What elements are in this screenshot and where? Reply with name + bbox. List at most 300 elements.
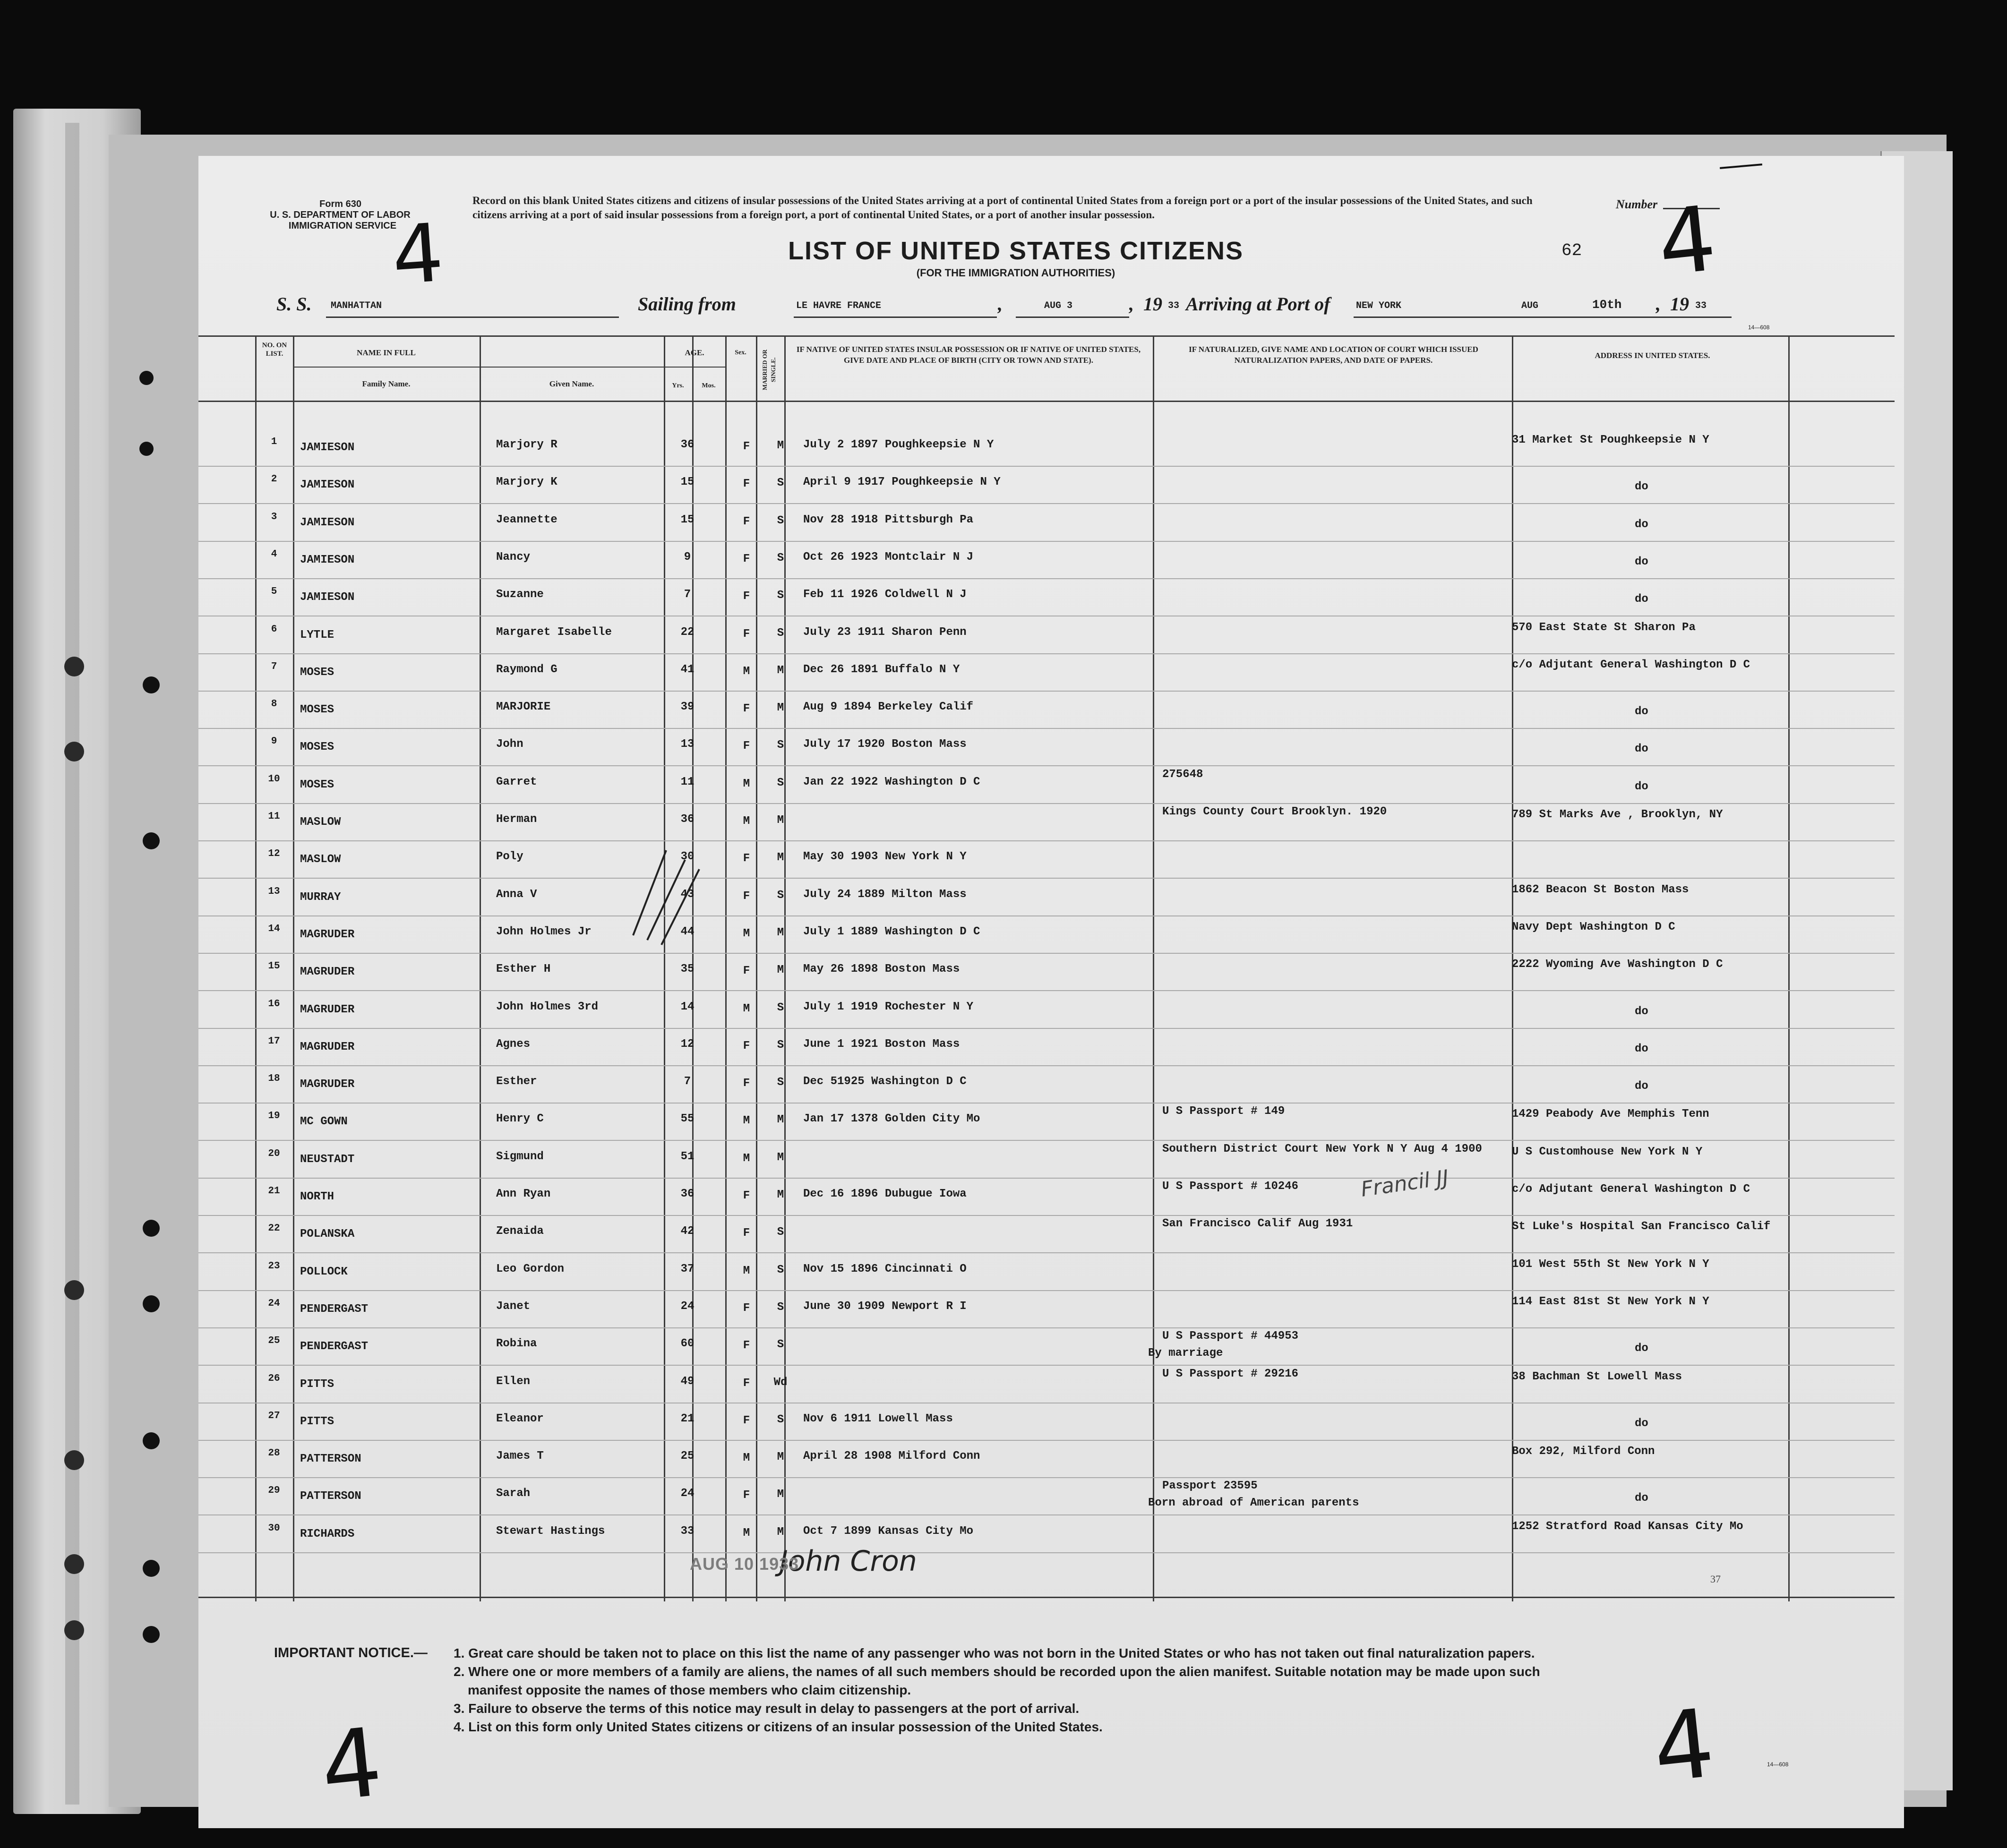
birth-info: Dec 26 1891 Buffalo N Y	[803, 663, 960, 676]
birth-info: Nov 15 1896 Cincinnati O	[803, 1262, 967, 1275]
table-row	[198, 842, 1895, 879]
table-border-top	[198, 335, 1895, 337]
table-row	[198, 1104, 1895, 1141]
given-name: Anna V	[496, 888, 537, 901]
age-years: 15	[680, 476, 695, 489]
marital-status: Wd	[773, 1376, 788, 1389]
notice-item: 2. Where one or more members of a family are aliens, the names of all such members should be recorded upon the alien manifest. Suitable notation may be made upon such	[454, 1664, 1540, 1679]
age-years: 42	[680, 1225, 695, 1238]
birth-info: July 1 1919 Rochester N Y	[803, 1000, 974, 1013]
address: do	[1635, 1417, 1648, 1430]
given-name: Eleanor	[496, 1412, 544, 1425]
address: 1862 Beacon St Boston Mass	[1512, 883, 1689, 896]
table-row	[198, 954, 1895, 992]
col-birth: IF NATIVE OF UNITED STATES INSULAR POSSESSION OR IF NATIVE OF UNITED STATES, GIVE DATE AND PLACE OF BIRTH (CITY OR TOWN AND STATE).	[796, 345, 1141, 365]
family-name: MC GOWN	[300, 1115, 348, 1129]
page-title: LIST OF UNITED STATES CITIZENS	[788, 237, 1244, 265]
col-name-in-full: NAME IN FULL	[357, 348, 416, 357]
table-row	[198, 917, 1895, 954]
row-rule	[198, 728, 1895, 729]
row-number: 9	[271, 736, 277, 747]
col-given-name: Given Name.	[549, 379, 594, 388]
sex: F	[743, 965, 750, 978]
row-rule	[198, 1178, 1895, 1179]
naturalization-info: Passport 23595	[1162, 1480, 1258, 1493]
inspector-signature: John Cron	[780, 1545, 917, 1578]
row-number: 14	[268, 923, 280, 934]
family-name: NEUSTADT	[300, 1153, 355, 1166]
family-name: MOSES	[300, 703, 334, 717]
given-name: Stewart Hastings	[496, 1524, 605, 1538]
sex: M	[743, 1526, 750, 1540]
given-name: Esther	[496, 1075, 537, 1088]
sex: F	[743, 740, 750, 753]
age-years: 14	[680, 1000, 695, 1013]
marital-status: M	[777, 926, 784, 939]
row-number: 21	[268, 1186, 280, 1197]
table-row	[198, 430, 1895, 467]
age-years: 51	[680, 1150, 695, 1163]
row-number: 13	[268, 886, 280, 897]
row-number: 15	[268, 961, 280, 972]
given-name: James T	[496, 1450, 544, 1463]
notice-item: 1. Great care should be taken not to place on this list the name of any passenger who was not born in the United States or who has not taken out final naturalization papers.	[454, 1646, 1535, 1660]
age-years: 11	[680, 775, 695, 788]
address: do	[1635, 1042, 1648, 1055]
marital-status: M	[777, 964, 784, 977]
address: c/o Adjutant General Washington D C	[1512, 658, 1750, 671]
row-rule	[198, 840, 1895, 841]
sex: M	[743, 777, 750, 790]
col-address: ADDRESS IN UNITED STATES.	[1595, 351, 1710, 360]
handwritten-initials: Francil JJ	[1359, 1165, 1450, 1202]
age-years: 24	[680, 1487, 695, 1500]
given-name: Leo Gordon	[496, 1262, 565, 1275]
table-row	[198, 1029, 1895, 1067]
naturalization-info: U S Passport # 29216	[1162, 1367, 1299, 1380]
marital-status: S	[777, 551, 784, 565]
marital-status: S	[777, 1038, 784, 1052]
paper-holes	[132, 331, 189, 1842]
family-name: RICHARDS	[300, 1527, 355, 1540]
family-name: JAMIESON	[300, 441, 355, 454]
sex: M	[743, 1114, 750, 1128]
marital-status: S	[777, 477, 784, 490]
family-name: JAMIESON	[300, 553, 355, 566]
address: do	[1635, 1342, 1648, 1355]
address: Box 292, Milford Conn	[1512, 1445, 1655, 1458]
binder-hole	[64, 657, 84, 676]
table-row	[198, 1404, 1895, 1441]
naturalization-info: U S Passport # 10246	[1162, 1180, 1299, 1193]
table-row	[198, 1479, 1895, 1516]
col-yrs: Yrs.	[672, 382, 684, 389]
given-name: Esther H	[496, 963, 551, 976]
binder-hole	[64, 1554, 84, 1574]
age-years: 36	[680, 1188, 695, 1200]
naturalization-info: Southern District Court New York N Y Aug 4 1900	[1162, 1142, 1482, 1155]
sex: F	[743, 1377, 750, 1390]
sailing-from: LE HAVRE FRANCE	[796, 300, 882, 311]
given-name: Jeannette	[496, 513, 558, 526]
sex: F	[743, 478, 750, 491]
given-name: John Holmes 3rd	[496, 1000, 599, 1013]
marital-status: S	[777, 626, 784, 640]
address: 1252 Stratford Road Kansas City Mo	[1512, 1520, 1743, 1533]
table-row	[198, 467, 1895, 505]
ship-name: MANHATTAN	[331, 300, 382, 311]
naturalization-info-2: Born abroad of American parents	[1148, 1497, 1359, 1510]
table-row	[198, 1179, 1895, 1216]
ss-label: S. S.	[276, 293, 312, 315]
department: U. S. DEPARTMENT OF LABOR	[270, 210, 411, 220]
sex: F	[743, 1339, 750, 1352]
col-mos: Mos.	[702, 382, 716, 389]
marital-status: M	[777, 702, 784, 715]
row-number: 23	[268, 1260, 280, 1272]
col-no: NO. ON LIST.	[262, 342, 287, 358]
address: 570 East State St Sharon Pa	[1512, 621, 1696, 634]
row-rule	[198, 1215, 1895, 1216]
address: Navy Dept Washington D C	[1512, 920, 1675, 933]
birth-info: April 9 1917 Poughkeepsie N Y	[803, 476, 1001, 489]
marital-status: M	[777, 1113, 784, 1127]
notice-item: 3. Failure to observe the terms of this notice may result in delay to passengers at the port of arrival.	[454, 1701, 1080, 1716]
family-name: PITTS	[300, 1415, 334, 1428]
row-number: 19	[268, 1111, 280, 1122]
age-years: 7	[684, 1075, 691, 1088]
table-row	[198, 1067, 1895, 1104]
table-row	[198, 804, 1895, 842]
table-row	[198, 1292, 1895, 1329]
row-number: 29	[268, 1485, 280, 1497]
address: 789 St Marks Ave , Brooklyn, NY	[1512, 808, 1723, 821]
row-number: 26	[268, 1373, 280, 1384]
row-number: 18	[268, 1073, 280, 1085]
row-number: 25	[268, 1335, 280, 1347]
address: do	[1635, 1080, 1648, 1093]
given-name: John Holmes Jr	[496, 925, 592, 938]
row-number: 4	[271, 548, 277, 560]
date-stamp: AUG 10 1933	[690, 1554, 799, 1574]
col-age: AGE.	[685, 348, 704, 357]
age-years: 30	[680, 850, 695, 864]
family-name: JAMIESON	[300, 591, 355, 604]
age-years: 9	[684, 550, 691, 564]
marital-status: S	[777, 1338, 784, 1352]
notice-item: 4. List on this form only United States citizens or citizens of an insular possession of the United States.	[454, 1720, 1103, 1734]
number-label: Number	[1616, 197, 1658, 211]
sex: F	[743, 590, 750, 603]
row-number: 27	[268, 1410, 280, 1421]
family-name: JAMIESON	[300, 516, 355, 529]
page-mark: 37	[1710, 1573, 1721, 1585]
family-name: POLANSKA	[300, 1228, 355, 1241]
age-years: 13	[680, 738, 695, 751]
marital-status: M	[777, 1488, 784, 1501]
depart-date: AUG 3	[1044, 300, 1073, 311]
birth-info: Oct 7 1899 Kansas City Mo	[803, 1524, 974, 1538]
port-underline	[1354, 317, 1732, 318]
handwritten-number-bottom-right: 4	[1648, 1688, 1720, 1805]
col-sex: Sex.	[735, 349, 746, 356]
table-row	[198, 992, 1895, 1029]
birth-info: Oct 26 1923 Montclair N J	[803, 550, 974, 564]
table-row	[198, 1254, 1895, 1292]
family-name: LYTLE	[300, 628, 334, 642]
row-rule	[198, 653, 1895, 654]
row-rule	[198, 953, 1895, 954]
birth-info: Jan 17 1378 Golden City Mo	[803, 1112, 980, 1126]
family-name: POLLOCK	[300, 1265, 348, 1278]
port: NEW YORK	[1356, 300, 1402, 311]
age-years: 41	[680, 663, 695, 676]
row-number: 24	[268, 1298, 280, 1309]
birth-info: Jan 22 1922 Washington D C	[803, 775, 980, 788]
birth-info: Feb 11 1926 Coldwell N J	[803, 588, 967, 601]
arrive-month: AUG	[1521, 300, 1539, 311]
sex: F	[743, 440, 750, 453]
table-row	[198, 617, 1895, 655]
table-row	[198, 729, 1895, 767]
birth-info: May 30 1903 New York N Y	[803, 850, 967, 864]
service: IMMIGRATION SERVICE	[288, 221, 397, 231]
age-years: 39	[680, 701, 695, 714]
table-row	[198, 505, 1895, 542]
sex: M	[743, 1152, 750, 1165]
col-married: MARRIED OR SINGLE.	[761, 349, 777, 390]
handwritten-number-right: 4	[1653, 186, 1721, 296]
marital-status: M	[777, 1525, 784, 1539]
address: 114 East 81st St New York N Y	[1512, 1295, 1709, 1308]
address: 31 Market St Poughkeepsie N Y	[1512, 434, 1709, 446]
family-name: MASLOW	[300, 816, 341, 829]
sailing-label: Sailing from	[638, 293, 736, 315]
given-name: MARJORIE	[496, 701, 551, 714]
table-row	[198, 1367, 1895, 1404]
row-rule	[198, 915, 1895, 916]
sex: M	[743, 1264, 750, 1277]
address: 2222 Wyoming Ave Washington D C	[1512, 958, 1723, 971]
given-name: Sarah	[496, 1487, 531, 1500]
sex: M	[743, 927, 750, 940]
year-prefix: 19	[1143, 293, 1162, 315]
age-years: 60	[680, 1337, 695, 1351]
family-name: MAGRUDER	[300, 1078, 355, 1091]
row-rule	[198, 691, 1895, 692]
sex: F	[743, 852, 750, 865]
sex: M	[743, 1002, 750, 1015]
address: do	[1635, 480, 1648, 494]
family-name: NORTH	[300, 1190, 334, 1203]
birth-info: Nov 28 1918 Pittsburgh Pa	[803, 513, 974, 526]
address: do	[1635, 780, 1648, 793]
sex: F	[743, 890, 750, 903]
age-years: 25	[680, 1450, 695, 1463]
family-name: MOSES	[300, 778, 334, 791]
given-name: Robina	[496, 1337, 537, 1351]
page-subtitle: (FOR THE IMMIGRATION AUTHORITIES)	[916, 267, 1115, 279]
row-rule	[198, 1440, 1895, 1441]
notice-item: manifest opposite the names of those members who claim citizenship.	[468, 1683, 911, 1697]
age-years: 35	[680, 963, 695, 976]
table-row	[198, 542, 1895, 580]
row-rule	[198, 1028, 1895, 1029]
row-rule	[198, 1140, 1895, 1141]
sex: F	[743, 1077, 750, 1090]
age-years: 49	[680, 1375, 695, 1388]
given-name: Suzanne	[496, 588, 544, 601]
arrive-year-prefix: 19	[1670, 293, 1689, 315]
marital-status: M	[777, 851, 784, 864]
row-number: 22	[268, 1223, 280, 1234]
row-rule	[198, 990, 1895, 991]
table-row	[198, 1329, 1895, 1366]
address: do	[1635, 518, 1648, 531]
row-rule	[198, 1477, 1895, 1478]
row-number: 2	[271, 474, 277, 485]
table-row	[198, 880, 1895, 917]
marital-status: M	[777, 664, 784, 677]
row-rule	[198, 878, 1895, 879]
list-number: 62	[1561, 241, 1582, 260]
family-name: MAGRUDER	[300, 1040, 355, 1053]
address: 38 Bachman St Lowell Mass	[1512, 1370, 1682, 1383]
marital-status: S	[777, 889, 784, 902]
address: do	[1635, 743, 1648, 756]
family-name: MOSES	[300, 741, 334, 754]
table-row	[198, 1216, 1895, 1254]
given-name: Ann Ryan	[496, 1188, 551, 1200]
given-name: Sigmund	[496, 1150, 544, 1163]
given-name: Marjory R	[496, 438, 558, 451]
row-rule	[198, 1065, 1895, 1066]
marital-status: S	[777, 1413, 784, 1426]
address: c/o Adjutant General Washington D C	[1512, 1183, 1750, 1196]
row-number: 30	[268, 1523, 280, 1534]
binder-hole	[64, 1620, 84, 1640]
birth-info: Aug 9 1894 Berkeley Calif	[803, 701, 974, 714]
depart-year: 33	[1168, 300, 1180, 311]
row-number: 3	[271, 511, 277, 522]
row-number: 17	[268, 1035, 280, 1047]
row-rule	[198, 765, 1895, 766]
address: 101 West 55th St New York N Y	[1512, 1258, 1709, 1271]
age-years: 36	[680, 813, 695, 826]
sex: M	[743, 815, 750, 828]
marital-status: S	[777, 1226, 784, 1239]
marital-status: S	[777, 514, 784, 527]
sex: F	[743, 702, 750, 716]
family-name: MOSES	[300, 666, 334, 679]
given-name: Poly	[496, 850, 523, 864]
row-rule	[198, 541, 1895, 542]
col-family-name: Family Name.	[362, 379, 411, 388]
age-years: 43	[680, 888, 695, 901]
given-name: John	[496, 738, 523, 751]
sex: F	[743, 1189, 750, 1202]
birth-info: April 28 1908 Milford Conn	[803, 1450, 980, 1463]
address: do	[1635, 555, 1648, 568]
table-row	[198, 655, 1895, 692]
age-years: 55	[680, 1112, 695, 1126]
age-years: 12	[680, 1037, 695, 1051]
birth-info: July 24 1889 Milton Mass	[803, 888, 967, 901]
birth-info: July 23 1911 Sharon Penn	[803, 625, 967, 639]
row-rule	[198, 578, 1895, 579]
table-row	[198, 1441, 1895, 1479]
age-years: 7	[684, 588, 691, 601]
row-number: 1	[271, 436, 277, 447]
marital-status: S	[777, 776, 784, 789]
printer-code: 14—608	[1767, 1761, 1789, 1768]
form-number: Form 630	[319, 199, 361, 209]
birth-info: Dec 51925 Washington D C	[803, 1075, 967, 1088]
sex: F	[743, 515, 750, 528]
given-name: Henry C	[496, 1112, 544, 1126]
handwritten-checkmarks	[628, 841, 709, 950]
row-rule	[198, 1365, 1895, 1366]
address: do	[1635, 1005, 1648, 1018]
marital-status: M	[777, 439, 784, 452]
address: St Luke's Hospital San Francisco Calif	[1512, 1220, 1771, 1233]
birth-info: June 1 1921 Boston Mass	[803, 1037, 960, 1051]
naturalization-info: San Francisco Calif Aug 1931	[1162, 1217, 1353, 1231]
age-years: 44	[680, 925, 695, 938]
form-instructions: Record on this blank United States citizens and citizens of insular possessions of the United States arriving at a port of continental United States from a foreign port or a port of the insular possessions of the United States, and such citizens arriving at a port of said insular possessions from a foreign port, a port of continental United States, or a port of another insular possession.	[472, 195, 1533, 221]
family-name: MAGRUDER	[300, 966, 355, 979]
sailing-underline	[794, 317, 997, 318]
naturalization-info: 275648	[1162, 768, 1203, 781]
naturalization-info-2: By marriage	[1148, 1347, 1223, 1360]
date-underline	[1016, 317, 1129, 318]
arrive-year: 33	[1695, 300, 1707, 311]
given-name: Margaret Isabelle	[496, 625, 612, 639]
address: U S Customhouse New York N Y	[1512, 1145, 1703, 1158]
marital-status: M	[777, 1151, 784, 1164]
marital-status: M	[777, 1451, 784, 1464]
address: do	[1635, 1492, 1648, 1505]
sex: M	[743, 1452, 750, 1465]
row-rule	[198, 1290, 1895, 1291]
notice-title: IMPORTANT NOTICE.—	[274, 1645, 428, 1660]
naturalization-info: U S Passport # 149	[1162, 1105, 1285, 1118]
marital-status: S	[777, 1076, 784, 1089]
given-name: Zenaida	[496, 1225, 544, 1238]
table-row	[198, 580, 1895, 617]
age-years: 15	[680, 513, 695, 526]
row-number: 10	[268, 773, 280, 785]
age-years: 33	[680, 1524, 695, 1538]
ship-underline	[326, 317, 619, 318]
given-name: Marjory K	[496, 476, 558, 489]
row-number: 16	[268, 998, 280, 1010]
form-code-top: 14—608	[1748, 324, 1770, 331]
marital-status: S	[777, 739, 784, 752]
sex: M	[743, 665, 750, 678]
birth-info: June 30 1909 Newport R I	[803, 1300, 967, 1313]
row-number: 11	[268, 811, 280, 822]
row-rule	[198, 1552, 1895, 1553]
header-rule	[198, 401, 1895, 402]
birth-info: Dec 16 1896 Dubugue Iowa	[803, 1188, 967, 1200]
age-years: 37	[680, 1262, 695, 1275]
row-rule	[198, 1103, 1895, 1104]
sex: F	[743, 552, 750, 565]
row-rule	[198, 1252, 1895, 1253]
passenger-table	[198, 335, 1895, 1601]
age-years: 24	[680, 1300, 695, 1313]
